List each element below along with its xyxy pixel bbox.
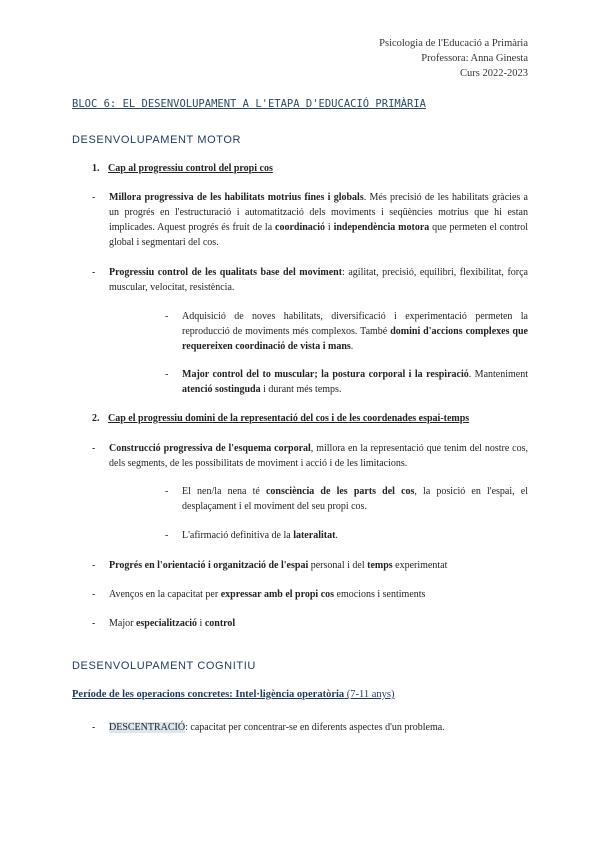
list-item: - Major especialització i control <box>92 618 236 629</box>
motor-subsection-1 <box>92 163 273 174</box>
dash-bullet: - <box>165 311 169 322</box>
document-header <box>379 36 528 81</box>
list-item: - Avenços en la capacitat per expressar amb el propi cos emocions i sentiments <box>92 589 426 600</box>
motor-subsection-2 <box>92 413 469 424</box>
subsection-title: Cap al progressiu control del propi cos <box>108 163 273 174</box>
period-heading: Període de les operacions concretes: Intel·ligència operatòria (7-11 anys) <box>72 689 395 700</box>
list-item: - Progrés en l'orientació i organització de l'espai personal i del temps experimentat <box>92 560 448 571</box>
subsection-number: 2. <box>92 413 100 424</box>
list-item: - DESCENTRACIÓ: capacitat per concentrar-se en diferents aspectes d'un problema. <box>92 722 445 733</box>
sub-list-item: - Major control del to muscular; la postura corporal i la respiració. Manteniment atenció sostinguda i durant més temps. <box>165 369 528 395</box>
list-item: - Construcció progressiva de l'esquema corporal, millora en la representació que tenim del nostre cos, dels segments, de les possibilitats de moviment i acció i de les limitacions. <box>92 443 528 469</box>
dash-bullet: - <box>165 530 169 541</box>
dash-bullet: - <box>165 486 169 497</box>
subsection-title: Cap el progressiu domini de la representació del cos i de les coordenades espai-temps <box>108 413 470 424</box>
list-item: - Progressiu control de les qualitats base del moviment: agilitat, precisió, equilibri, flexibilitat, força muscular, velocitat, resistència. <box>92 267 528 293</box>
professor: Professora: Anna Ginesta <box>421 53 528 64</box>
sub-list-item: - Adquisició de noves habilitats, diversificació i experimentació permeten la reproducció de moviments més complexos. També domini d'accions complexes que requereixen coordinació de vista i mans. <box>165 311 528 352</box>
subsection-number: 1. <box>92 163 100 174</box>
section-cognitiu-title: DESENVOLUPAMENT COGNITIU <box>72 660 256 672</box>
dash-bullet: - <box>92 267 96 278</box>
highlighted-term: DESCENTRACIÓ <box>109 722 186 733</box>
dash-bullet: - <box>165 369 169 380</box>
dash-bullet: - <box>92 589 96 600</box>
dash-bullet: - <box>92 618 96 629</box>
sub-list-item: - El nen/la nena té consciència de les parts del cos, la posició en l'espai, el desplaçament i el moviment del seu propi cos. <box>165 486 528 512</box>
list-item: - Millora progressiva de les habilitats motrius fines i globals. Més precisió de les habilitats gràcies a un progrés en l'estructuració i automatització dels moviments i seqüències motrius que hi estan implicades. Aquest progrés és fruit de la coordinació i independència motora que permeten el control global i segmentari del cos. <box>92 192 529 248</box>
course-name: Psicologia de l'Educació a Primària <box>379 38 528 49</box>
dash-bullet: - <box>92 192 96 203</box>
course-year: Curs 2022-2023 <box>460 68 528 79</box>
bloc-title: BLOC 6: EL DESENVOLUPAMENT A L'ETAPA D'EDUCACIÓ PRIMÀRIA <box>72 98 427 110</box>
sub-list-item: - L'afirmació definitiva de la lateralitat. <box>165 530 338 541</box>
dash-bullet: - <box>92 443 96 454</box>
dash-bullet: - <box>92 722 96 733</box>
dash-bullet: - <box>92 560 96 571</box>
section-motor-title: DESENVOLUPAMENT MOTOR <box>72 134 242 146</box>
